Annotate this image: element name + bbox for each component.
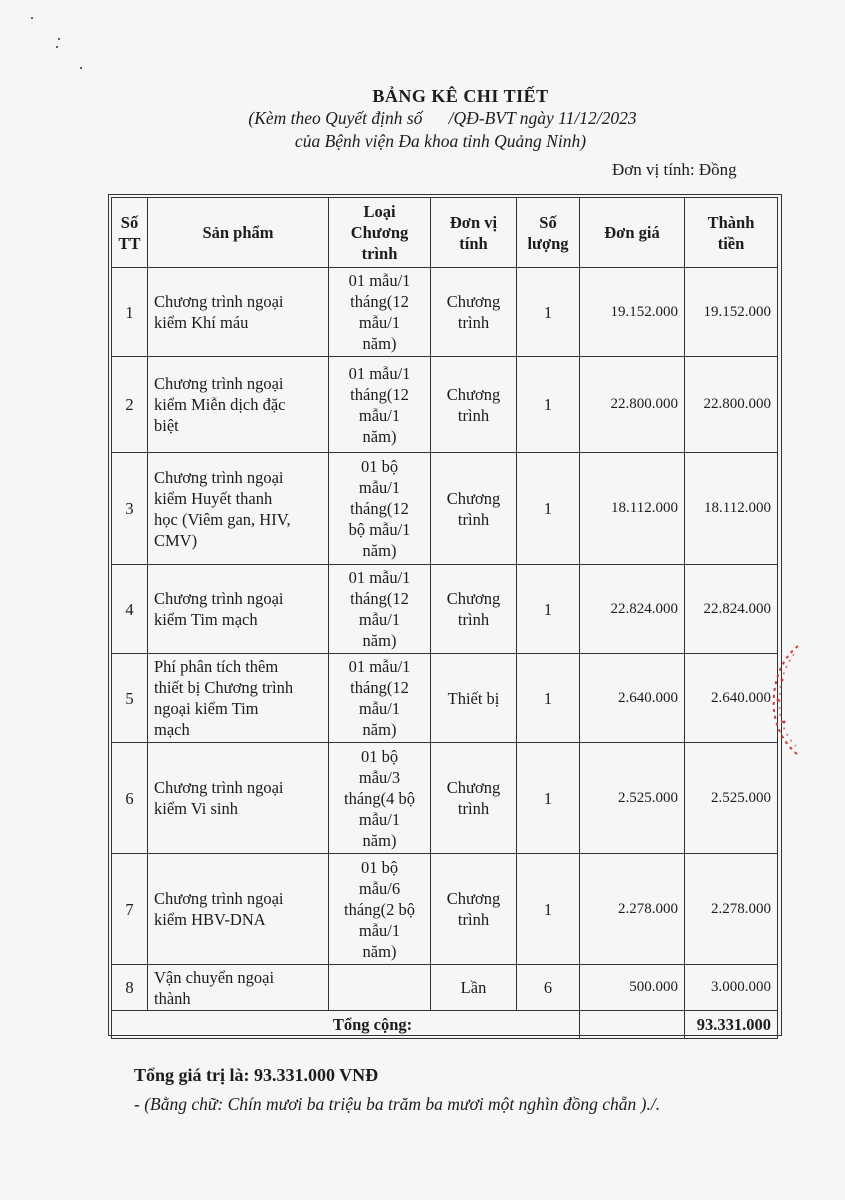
- cell-unit: Chương trình: [431, 357, 517, 453]
- table-row: [112, 743, 778, 854]
- amount-in-words: - (Bằng chữ: Chín mươi ba triệu ba trăm ba mươi một nghìn đồng chẵn )./.: [134, 1094, 661, 1114]
- cell-program: [329, 965, 431, 1011]
- cell-product: Chương trình ngoại kiểm Huyết thanh học (Viêm gan, HIV, CMV): [148, 453, 329, 565]
- cell-quantity: 1: [517, 565, 580, 654]
- document-subtitle-hospital: của Bệnh viện Đa khoa tỉnh Quảng Ninh): [294, 131, 587, 151]
- cell-unit: Thiết bị: [431, 654, 517, 743]
- header-program-type: Loại Chương trình: [329, 198, 431, 268]
- table-row: [112, 453, 778, 565]
- total-value: 93.331.000: [685, 1011, 778, 1039]
- cell-product: Vận chuyển ngoại thành: [148, 965, 329, 1011]
- cell-product: Chương trình ngoại kiểm HBV-DNA: [148, 854, 329, 965]
- cell-product: Chương trình ngoại kiểm Khí máu: [148, 268, 329, 357]
- cell-quantity: 1: [517, 854, 580, 965]
- cell-program: 01 mẫu/1 tháng(12 mẫu/1 năm): [329, 268, 431, 357]
- cell-unit: Chương trình: [431, 854, 517, 965]
- header-product: Sản phẩm: [148, 198, 329, 268]
- header-line-total: Thành tiền: [685, 198, 778, 268]
- cell-program: 01 bộ mẫu/1 tháng(12 bộ mẫu/1 năm): [329, 453, 431, 565]
- cell-line-total: 3.000.000: [685, 965, 778, 1011]
- cell-unit: Chương trình: [431, 453, 517, 565]
- cell-unit-price: 2.525.000: [580, 743, 685, 854]
- header-unit: Đơn vị tính: [431, 198, 517, 268]
- detail-table: [111, 197, 778, 1039]
- cell-quantity: 1: [517, 357, 580, 453]
- cell-unit: Chương trình: [431, 743, 517, 854]
- cell-program: 01 mẫu/1 tháng(12 mẫu/1 năm): [329, 654, 431, 743]
- cell-unit: Chương trình: [431, 565, 517, 654]
- cell-unit-price: 22.824.000: [580, 565, 685, 654]
- scan-speck: [31, 17, 33, 19]
- table-row: [112, 565, 778, 654]
- cell-line-total: 2.640.000: [685, 654, 778, 743]
- cell-stt: 5: [112, 654, 148, 743]
- header-quantity: Số lượng: [517, 198, 580, 268]
- cell-unit: Lần: [431, 965, 517, 1011]
- cell-line-total: 18.112.000: [685, 453, 778, 565]
- cell-line-total: 19.152.000: [685, 268, 778, 357]
- cell-stt: 4: [112, 565, 148, 654]
- header-stt: Số TT: [112, 198, 148, 268]
- table-header-row: [112, 198, 778, 268]
- cell-quantity: 1: [517, 453, 580, 565]
- scan-speck: [58, 38, 60, 40]
- cell-quantity: 6: [517, 965, 580, 1011]
- cell-line-total: 22.800.000: [685, 357, 778, 453]
- cell-line-total: 2.525.000: [685, 743, 778, 854]
- cell-unit-price: 22.800.000: [580, 357, 685, 453]
- header-unit-price: Đơn giá: [580, 198, 685, 268]
- cell-quantity: 1: [517, 654, 580, 743]
- cell-quantity: 1: [517, 743, 580, 854]
- cell-program: 01 bộ mẫu/6 tháng(2 bộ mẫu/1 năm): [329, 854, 431, 965]
- table-row: [112, 965, 778, 1011]
- table-row: [112, 357, 778, 453]
- cell-stt: 7: [112, 854, 148, 965]
- cell-stt: 2: [112, 357, 148, 453]
- table-row: [112, 654, 778, 743]
- scan-speck: [80, 67, 82, 69]
- cell-line-total: 22.824.000: [685, 565, 778, 654]
- total-empty-cell: [580, 1011, 685, 1039]
- scan-speck: [56, 46, 58, 48]
- red-stamp-edge: [760, 640, 800, 760]
- cell-stt: 3: [112, 453, 148, 565]
- cell-product: Phí phân tích thêm thiết bị Chương trình ngoại kiểm Tim mạch: [148, 654, 329, 743]
- cell-program: 01 bộ mẫu/3 tháng(4 bộ mẫu/1 năm): [329, 743, 431, 854]
- total-label: Tổng cộng:: [112, 1011, 580, 1039]
- cell-product: Chương trình ngoại kiểm Tim mạch: [148, 565, 329, 654]
- document-subtitle-decision: (Kèm theo Quyết định số /QĐ-BVT ngày 11/12/2023: [248, 108, 637, 128]
- cell-unit-price: 2.640.000: [580, 654, 685, 743]
- cell-stt: 1: [112, 268, 148, 357]
- cell-unit-price: 2.278.000: [580, 854, 685, 965]
- cell-program: 01 mẫu/1 tháng(12 mẫu/1 năm): [329, 565, 431, 654]
- cell-unit: Chương trình: [431, 268, 517, 357]
- table-row: [112, 268, 778, 357]
- cell-unit-price: 500.000: [580, 965, 685, 1011]
- cell-product: Chương trình ngoại kiểm Miễn dịch đặc biệt: [148, 357, 329, 453]
- cell-product: Chương trình ngoại kiểm Vi sinh: [148, 743, 329, 854]
- table-total-row: [112, 1011, 778, 1039]
- cell-unit-price: 19.152.000: [580, 268, 685, 357]
- cell-quantity: 1: [517, 268, 580, 357]
- cell-stt: 8: [112, 965, 148, 1011]
- cell-stt: 6: [112, 743, 148, 854]
- cell-line-total: 2.278.000: [685, 854, 778, 965]
- cell-unit-price: 18.112.000: [580, 453, 685, 565]
- grand-total-summary: Tổng giá trị là: 93.331.000 VNĐ: [134, 1065, 379, 1085]
- cell-program: 01 mẫu/1 tháng(12 mẫu/1 năm): [329, 357, 431, 453]
- document-title: BẢNG KÊ CHI TIẾT: [372, 86, 549, 106]
- table-row: [112, 854, 778, 965]
- currency-unit-label: Đơn vị tính: Đồng: [612, 160, 737, 179]
